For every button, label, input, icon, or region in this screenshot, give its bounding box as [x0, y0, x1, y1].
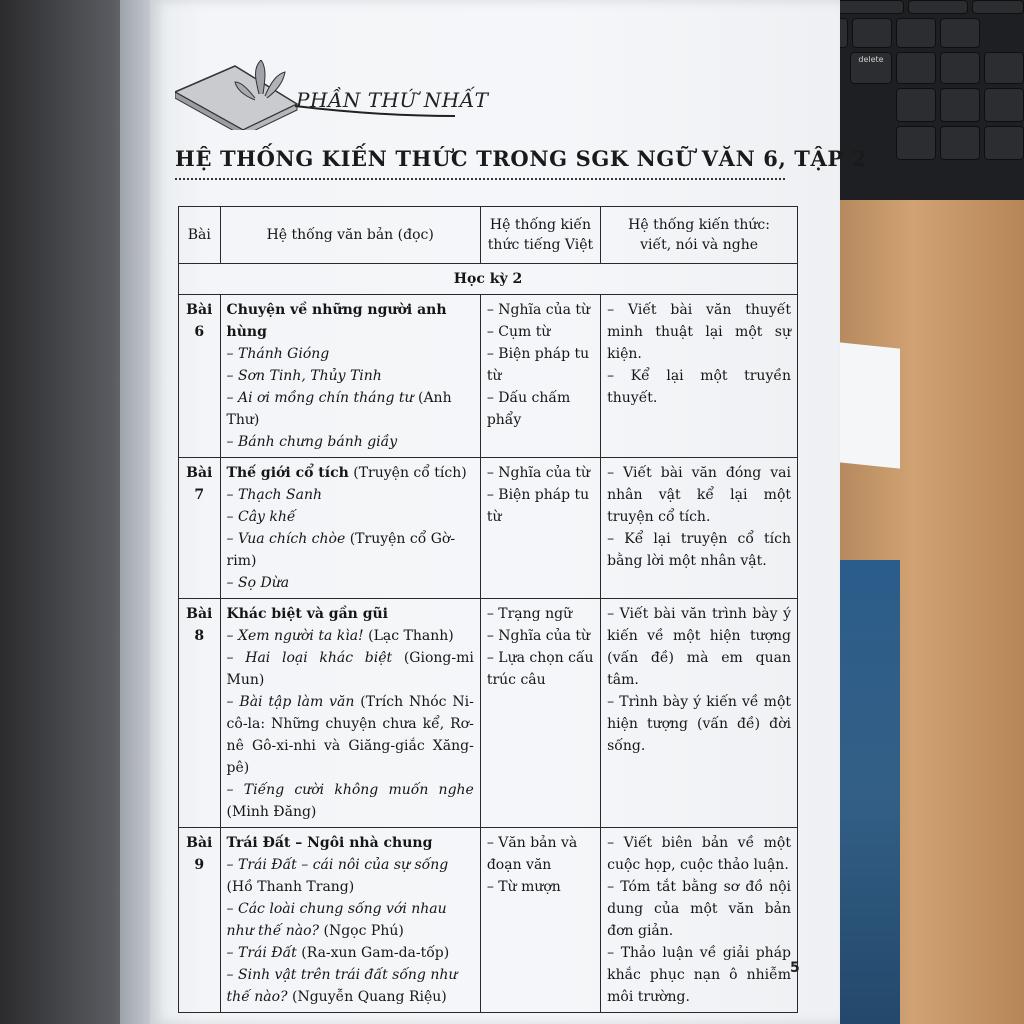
- bai-cell: Bài 6: [179, 295, 221, 458]
- table-header-row: [179, 207, 798, 264]
- page-number: 5: [790, 960, 800, 976]
- tieng-viet-cell: – Nghĩa của từ – Cụm từ – Biện pháp tu từ – Dấu chấm phẩy: [480, 295, 600, 458]
- semester-label: Học kỳ 2: [179, 264, 798, 295]
- header-bai: Bài: [179, 207, 221, 264]
- van-ban-cell: Khác biệt và gần gũi – Xem người ta kìa! (Lạc Thanh) – Hai loại khác biệt (Giong-mi Mun) – Bài tập làm văn (Trích Nhóc Ni-cô-la: Những chuyện chưa kể, Rơ-nê Gô-xi-nhi và Giăng-giắc Xăng-pê) – Tiếng cười không muốn nghe (Minh Đăng): [220, 599, 480, 828]
- table-row: [179, 828, 798, 1013]
- key-delete: delete: [850, 52, 892, 84]
- viet-noi-cell: – Viết bài văn thuyết minh thuật lại một sự kiện. – Kể lại một truyền thuyết.: [601, 295, 798, 458]
- blue-book-spine: [840, 560, 900, 1024]
- viet-noi-cell: – Viết bài văn đóng vai nhân vật kể lại một truyện cổ tích. – Kể lại truyện cổ tích bằng lời một nhân vật.: [601, 458, 798, 599]
- header-tieng-viet: Hệ thống kiến thức tiếng Việt: [480, 207, 600, 264]
- tieng-viet-cell: – Văn bản và đoạn văn – Từ mượn: [480, 828, 600, 1013]
- bai-cell: Bài 7: [179, 458, 221, 599]
- bai-cell: Bài 8: [179, 599, 221, 828]
- semester-row: [179, 264, 798, 295]
- van-ban-cell: Chuyện về những người anh hùng – Thánh Gióng – Sơn Tinh, Thủy Tinh – Ai ơi mồng chín tháng tư (Anh Thư) – Bánh chưng bánh giầy: [220, 295, 480, 458]
- tieng-viet-cell: – Trạng ngữ – Nghĩa của từ – Lựa chọn cấu trúc câu: [480, 599, 600, 828]
- table-row: [179, 599, 798, 828]
- tieng-viet-cell: – Nghĩa của từ – Biện pháp tu từ: [480, 458, 600, 599]
- table-row: [179, 295, 798, 458]
- bai-cell: Bài 9: [179, 828, 221, 1013]
- part-label: PHẦN THỨ NHẤT: [296, 88, 489, 112]
- title-divider: [175, 178, 785, 180]
- knowledge-table: [178, 206, 798, 1013]
- header-van-ban: Hệ thống văn bản (đọc): [220, 207, 480, 264]
- van-ban-cell: Thế giới cổ tích (Truyện cổ tích) – Thạch Sanh – Cây khế – Vua chích chòe (Truyện cổ Gờ-rim) – Sọ Dừa: [220, 458, 480, 599]
- page-title: HỆ THỐNG KIẾN THỨC TRONG SGK NGỮ VĂN 6, TẬP 2: [175, 146, 867, 171]
- paper-card: [830, 341, 900, 468]
- viet-noi-cell: – Viết bài văn trình bày ý kiến về một hiện tượng (vấn đề) mà em quan tâm. – Trình bày ý kiến về một hiện tượng (vấn đề) đời sống.: [601, 599, 798, 828]
- table-row: [179, 458, 798, 599]
- viet-noi-cell: – Viết biên bản về một cuộc họp, cuộc thảo luận. – Tóm tắt bằng sơ đồ nội dung của một văn bản đơn giản. – Thảo luận về giải pháp khắc phục nạn ô nhiễm môi trường.: [601, 828, 798, 1013]
- header-viet-noi: Hệ thống kiến thức: viết, nói và nghe: [601, 207, 798, 264]
- van-ban-cell: Trái Đất – Ngôi nhà chung – Trái Đất – cái nôi của sự sống (Hồ Thanh Trang) – Các loài chung sống với nhau như thế nào? (Ngọc Phú) – Trái Đất (Ra-xun Gam-da-tốp) – Sinh vật trên trái đất sống như thế nào? (Nguyễn Quang Riệu): [220, 828, 480, 1013]
